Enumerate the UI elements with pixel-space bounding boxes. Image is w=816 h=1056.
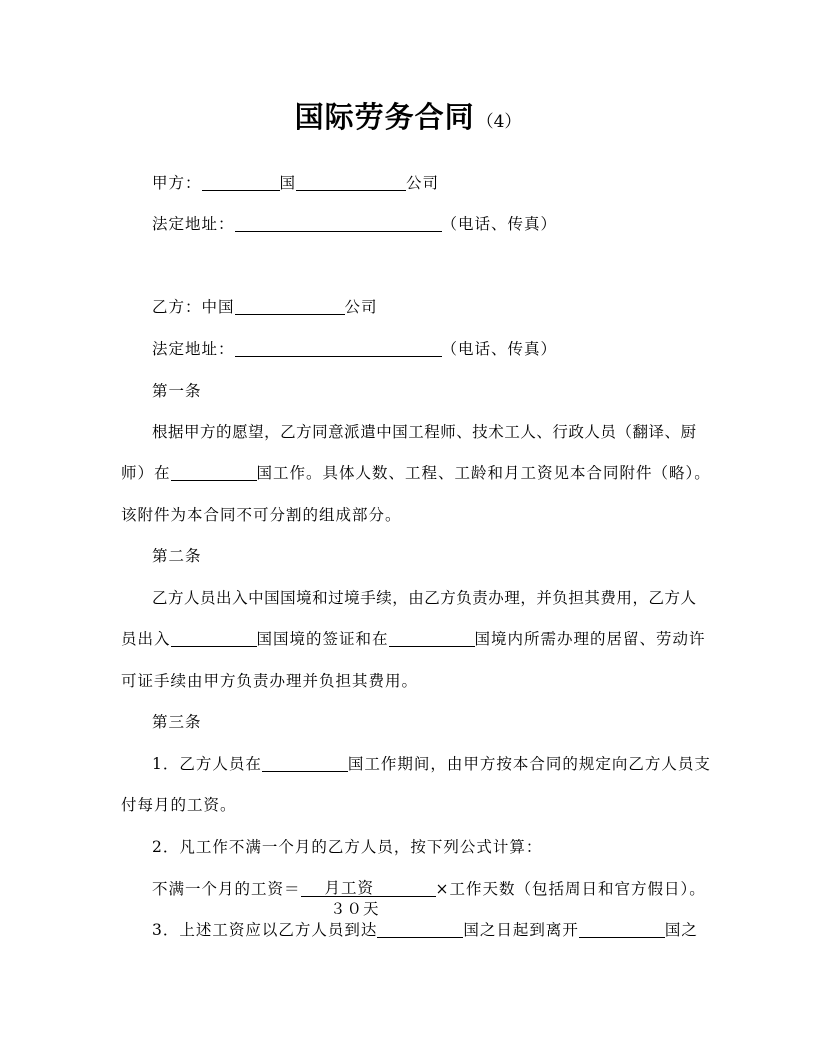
party-a-address-blank[interactable]: [235, 217, 442, 232]
article-1-heading: 第一条: [152, 382, 202, 400]
article-3-item-1-pre: 1．乙方人员在: [152, 755, 262, 773]
party-a-line: [152, 173, 439, 193]
article-3-item-3-mid: 国之日起到离开: [463, 921, 579, 939]
article-2-country-blank-1[interactable]: [171, 632, 257, 647]
party-b-contact-note: （电话、传真）: [441, 340, 558, 358]
party-a-contact-note: （电话、传真）: [441, 215, 558, 233]
formula-rhs: ×工作天数（包括周日和官方假日）。: [435, 880, 706, 898]
title-number: （4）: [476, 112, 522, 132]
article-3-item-1: [152, 754, 711, 774]
party-a-company-suffix: 公司: [406, 174, 440, 192]
article-2-heading: 第二条: [152, 547, 202, 565]
article-2-line-3: 可证手续由甲方负责办理并负担其费用。: [121, 672, 419, 690]
article-2-line-2-mid: 国国境的签证和在: [256, 630, 389, 648]
party-b-address-line: [152, 339, 557, 359]
party-b-address-label: 法定地址：: [152, 340, 235, 358]
formula-denominator: ３０天: [330, 900, 380, 918]
article-1-line-2-pre: 师）在: [121, 464, 171, 482]
party-a-country-blank[interactable]: [202, 176, 280, 191]
article-3-item-3-pre: 3．上述工资应以乙方人员到达: [152, 921, 378, 939]
party-b-address-blank[interactable]: [235, 342, 442, 357]
article-3-item-2: 2．凡工作不满一个月的乙方人员，按下列公式计算：: [152, 838, 543, 856]
party-b-label: 乙方：中国: [152, 298, 235, 316]
formula-lhs: 不满一个月的工资＝: [152, 880, 301, 898]
article-1-line-2: [121, 463, 711, 483]
article-1-line-1: 根据甲方的愿望，乙方同意派遣中国工程师、技术工人、行政人员（翻译、厨: [152, 423, 696, 441]
article-3-item-3: [152, 920, 698, 940]
article-2-line-1: 乙方人员出入中国国境和过境手续，由乙方负责办理，并负担其费用，乙方人: [152, 589, 696, 607]
party-b-company-suffix: 公司: [344, 298, 378, 316]
party-a-label: 甲方：: [152, 174, 202, 192]
article-3-item-1-line-2: 付每月的工资。: [121, 796, 237, 814]
formula-numerator-box: [301, 878, 436, 897]
title-main: 国际劳务合同: [294, 100, 475, 134]
article-3-heading: 第三条: [152, 713, 202, 731]
document-title: [0, 95, 816, 136]
party-a-company-blank[interactable]: [296, 176, 406, 191]
article-2-country-blank-2[interactable]: [389, 632, 475, 647]
party-b-company-blank[interactable]: [235, 300, 345, 315]
article-3-item-3-post: 国之: [664, 921, 698, 939]
article-2-line-2-post: 国境内所需办理的居留、劳动许: [474, 630, 706, 648]
article-1-country-blank[interactable]: [171, 466, 257, 481]
article-3-arrival-country-blank[interactable]: [377, 923, 463, 938]
salary-formula: [152, 878, 706, 899]
article-2-line-2: [121, 629, 706, 649]
article-1-line-3: 该附件为本合同不可分割的组成部分。: [121, 506, 402, 524]
article-3-item-1-post: 国工作期间，由甲方按本合同的规定向乙方人员支: [347, 755, 711, 773]
article-1-line-2-post: 国工作。具体人数、工程、工龄和月工资见本合同附件（略）。: [256, 464, 711, 482]
article-3-departure-country-blank[interactable]: [579, 923, 665, 938]
formula-numerator: 月工资: [324, 879, 375, 897]
party-a-country-suffix: 国: [279, 174, 297, 192]
article-2-line-2-pre: 员出入: [121, 630, 171, 648]
party-b-line: [152, 297, 378, 317]
party-a-address-label: 法定地址：: [152, 215, 235, 233]
article-3-item-1-country-blank[interactable]: [262, 757, 348, 772]
party-a-address-line: [152, 214, 557, 234]
